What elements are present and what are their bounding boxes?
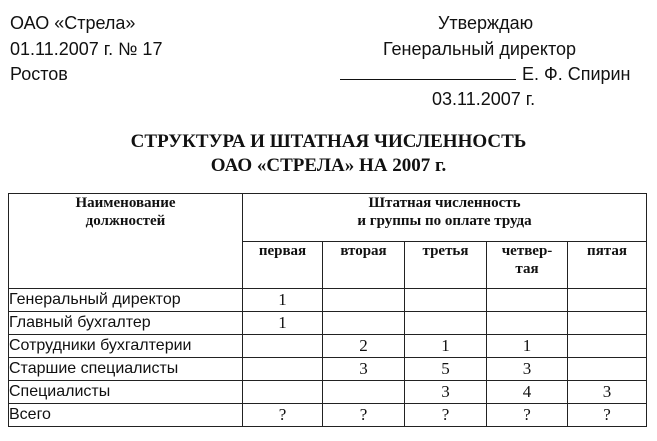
headcount-cell <box>568 358 647 381</box>
headcount-cell: 3 <box>487 358 568 381</box>
headcount-cell <box>487 312 568 335</box>
pay-group-label: третья <box>422 243 469 259</box>
table-row <box>9 335 647 358</box>
document-subtitle: ОАО «СТРЕЛА» НА 2007 г. <box>210 155 447 176</box>
headcount-cell <box>323 312 405 335</box>
pay-group-column-header <box>405 242 487 289</box>
table-row <box>9 289 647 312</box>
pay-group-header-line2: и группы по оплате труда <box>357 213 532 229</box>
headcount-cell: ? <box>323 404 405 427</box>
position-name-header <box>9 194 243 289</box>
headcount-cell: 1 <box>243 289 323 312</box>
pay-group-label: вторая <box>340 243 387 259</box>
headcount-cell: 2 <box>323 335 405 358</box>
position-name-cell: Старшие специалисты <box>9 358 243 381</box>
headcount-cell <box>487 289 568 312</box>
document-title: СТРУКТУРА И ШТАТНАЯ ЧИСЛЕННОСТЬ <box>130 131 527 152</box>
headcount-cell <box>323 381 405 404</box>
headcount-cell: 3 <box>405 381 487 404</box>
pay-group-column-header <box>243 242 323 289</box>
pay-group-header-line1: Штатная численность <box>368 195 521 211</box>
pay-group-header <box>243 194 647 242</box>
position-name-header-line1: Наименование <box>75 195 176 211</box>
pay-group-column-header <box>487 242 568 289</box>
approver-position: Генеральный директор <box>383 39 577 59</box>
pay-group-label: четвер- <box>501 243 553 259</box>
position-name-cell: Сотрудники бухгалтерии <box>9 335 243 358</box>
headcount-cell: 3 <box>568 381 647 404</box>
signature-line <box>340 63 516 80</box>
headcount-cell <box>568 312 647 335</box>
position-name-header-line2: должностей <box>85 213 166 229</box>
headcount-cell: ? <box>405 404 487 427</box>
headcount-cell <box>243 381 323 404</box>
headcount-cell <box>405 312 487 335</box>
approval-label: Утверждаю <box>438 13 534 33</box>
headcount-cell <box>243 335 323 358</box>
headcount-cell: 4 <box>487 381 568 404</box>
position-name-cell: Всего <box>9 404 243 427</box>
position-name-cell: Главный бухгалтер <box>9 312 243 335</box>
headcount-cell: 5 <box>405 358 487 381</box>
table-row <box>9 404 647 427</box>
table-row <box>9 358 647 381</box>
pay-group-label: пятая <box>587 243 627 259</box>
signatory-name: Е. Ф. Спирин <box>522 64 631 84</box>
pay-group-label: первая <box>258 243 307 259</box>
headcount-cell: ? <box>487 404 568 427</box>
organization-name: ОАО «Стрела» <box>10 13 136 33</box>
pay-group-label: тая <box>515 261 539 277</box>
staffing-table <box>8 193 647 427</box>
city: Ростов <box>10 64 68 84</box>
headcount-cell <box>405 289 487 312</box>
headcount-cell: 3 <box>323 358 405 381</box>
approval-date: 03.11.2007 г. <box>432 89 536 109</box>
headcount-cell: ? <box>568 404 647 427</box>
position-name-cell: Специалисты <box>9 381 243 404</box>
signature-block <box>340 63 631 85</box>
headcount-cell <box>568 335 647 358</box>
headcount-cell <box>243 358 323 381</box>
table-row <box>9 381 647 404</box>
position-name-cell: Генеральный директор <box>9 289 243 312</box>
pay-group-column-header <box>568 242 647 289</box>
headcount-cell: 1 <box>243 312 323 335</box>
headcount-cell: 1 <box>487 335 568 358</box>
table-row <box>9 312 647 335</box>
headcount-cell <box>568 289 647 312</box>
headcount-cell: ? <box>243 404 323 427</box>
headcount-cell <box>323 289 405 312</box>
document-number: 01.11.2007 г. № 17 <box>10 39 163 59</box>
pay-group-column-header <box>323 242 405 289</box>
headcount-cell: 1 <box>405 335 487 358</box>
